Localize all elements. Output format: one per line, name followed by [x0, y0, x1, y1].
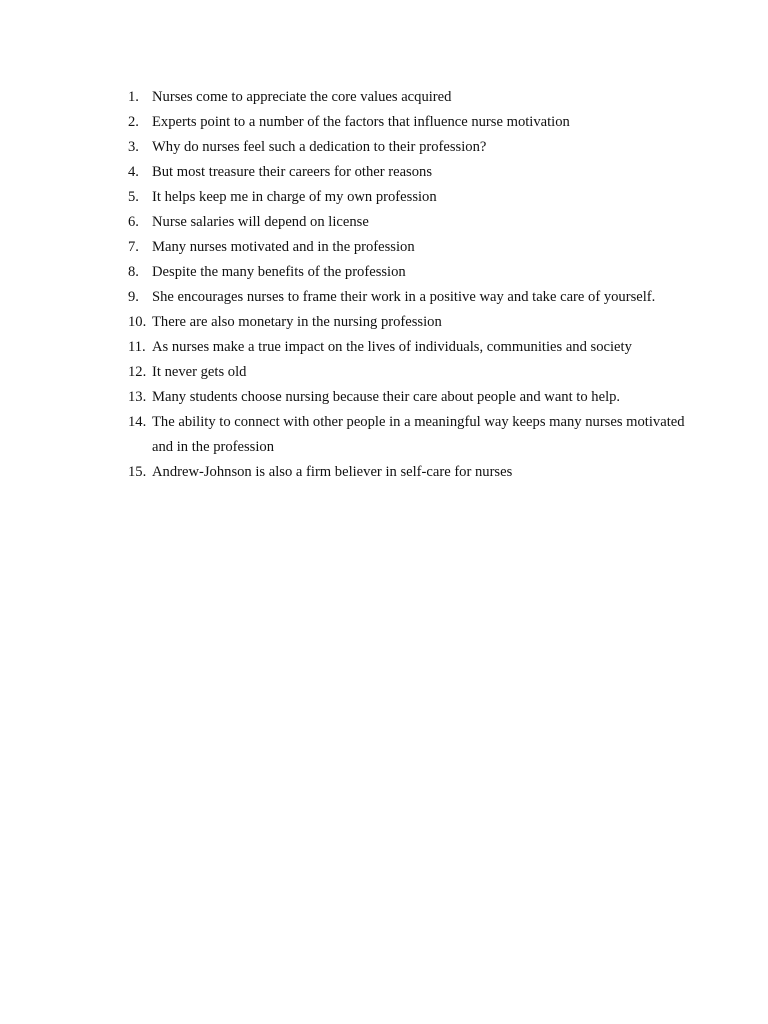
list-item [128, 260, 688, 285]
list-item-number: 2. [128, 114, 139, 130]
list-item [128, 310, 688, 335]
list-item-text: She encourages nurses to frame their work in a positive way and take care of yourself. [152, 289, 656, 305]
list-item-number: 13. [128, 389, 147, 405]
list-item-text: There are also monetary in the nursing profession [152, 314, 442, 330]
list-item-text: Nurses come to appreciate the core values acquired [152, 89, 452, 105]
list-item [128, 360, 688, 385]
list-item-text: Why do nurses feel such a dedication to their profession? [152, 139, 487, 155]
list-item-number: 4. [128, 164, 139, 180]
list-item-text: Many nurses motivated and in the profession [152, 239, 415, 255]
list-item-text: Nurse salaries will depend on license [152, 214, 369, 230]
list-item-text: As nurses make a true impact on the lives of individuals, communities and society [152, 339, 632, 355]
list-item-number: 9. [128, 289, 139, 305]
list-item [128, 160, 688, 185]
list-item-number: 10. [128, 314, 147, 330]
list-item [128, 235, 688, 260]
list-item-number: 5. [128, 189, 139, 205]
list-item-number: 7. [128, 239, 139, 255]
list-item-text: But most treasure their careers for other reasons [152, 164, 433, 180]
list-item [128, 285, 688, 310]
list-item-text: The ability to connect with other people in a meaningful way keeps many nurses motivated and in the profession [152, 414, 685, 455]
list-item-number: 15. [128, 464, 147, 480]
list-item [128, 335, 688, 360]
list-item-number: 3. [128, 139, 139, 155]
list-item [128, 135, 688, 160]
list-item-text: Andrew-Johnson is also a firm believer in self-care for nurses [152, 464, 513, 480]
list-item [128, 110, 688, 135]
list-item-text: Experts point to a number of the factors that influence nurse motivation [152, 114, 570, 130]
list-item-number: 8. [128, 264, 139, 280]
list-item-number: 1. [128, 89, 139, 105]
list-item-number: 6. [128, 214, 139, 230]
list-item [128, 210, 688, 235]
list-item [128, 85, 688, 110]
list-item [128, 460, 688, 485]
list-item [128, 385, 688, 410]
list-item-text: It helps keep me in charge of my own profession [152, 189, 437, 205]
list-item-number: 12. [128, 364, 147, 380]
list-item-number: 11. [128, 339, 146, 355]
numbered-list [128, 85, 688, 485]
list-item [128, 410, 688, 460]
list-item-text: Many students choose nursing because their care about people and want to help. [152, 389, 621, 405]
list-item-text: Despite the many benefits of the profession [152, 264, 406, 280]
list-item-text: It never gets old [152, 364, 247, 380]
list-item-number: 14. [128, 414, 147, 430]
list-item [128, 185, 688, 210]
